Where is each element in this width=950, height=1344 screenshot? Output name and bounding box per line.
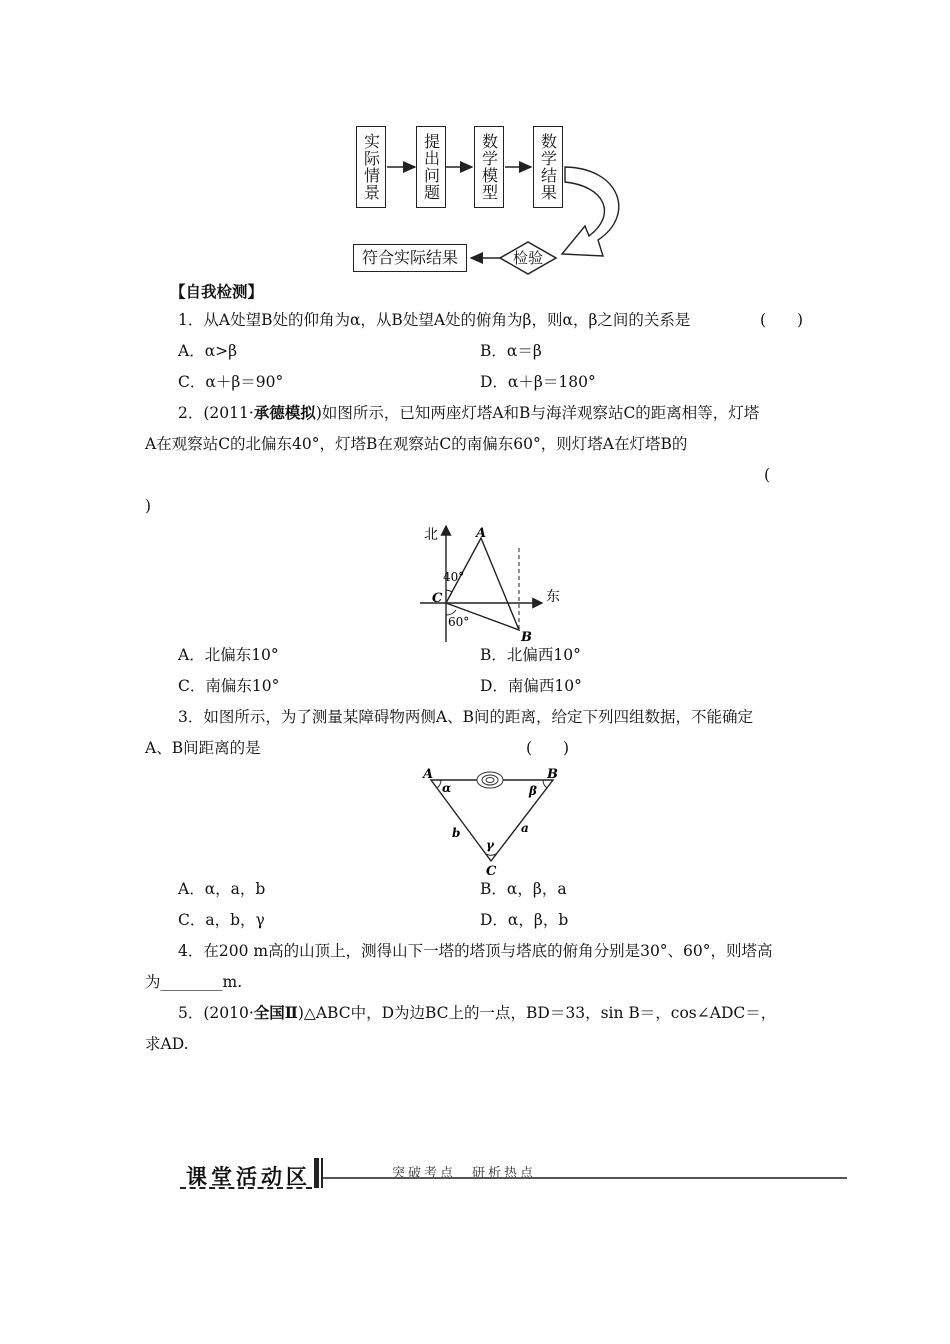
point-b-label: B xyxy=(521,630,532,645)
beta-label: β xyxy=(529,784,537,798)
banner-divider-thin xyxy=(321,1158,323,1188)
q2-figure xyxy=(410,518,580,646)
q5-stem-line1 xyxy=(178,1003,776,1023)
obstacle-icon xyxy=(477,772,503,788)
q5-number: 5． xyxy=(178,1004,204,1022)
point-a-label: A xyxy=(423,767,434,782)
angle-60-label: 60° xyxy=(448,615,470,629)
angle-40-label: 40° xyxy=(443,570,465,584)
q1-option-d: D．α＋β＝180° xyxy=(480,373,596,391)
q1-text: 从A处望B处的仰角为α，从B处望A处的俯角为β，则α，β之间的关系是 xyxy=(203,311,691,329)
q1-answer-paren: ( ) xyxy=(760,311,804,329)
q3-stem-line1 xyxy=(178,707,753,727)
q1-option-b: B．α＝β xyxy=(480,342,542,360)
q3-text1: 如图所示，为了测量某障碍物两侧A、B间的距离，给定下列四组数据，不能确定 xyxy=(203,708,753,726)
q2-paren-open: ( xyxy=(764,466,771,484)
q1-number: 1． xyxy=(178,311,204,329)
q3-option-d: D．α，β，b xyxy=(480,911,569,929)
q3-number: 3． xyxy=(178,708,204,726)
point-c-label: C xyxy=(486,864,497,878)
banner-title: 课堂活动区 xyxy=(186,1165,311,1189)
flow-box-result: 数学结果 xyxy=(533,126,563,208)
q2-paren-close: ) xyxy=(145,497,152,515)
q2-stem-line1 xyxy=(178,403,759,423)
alpha-label: α xyxy=(442,781,452,795)
banner-subtitle: 突破考点 研析热点 xyxy=(392,1166,537,1181)
north-label: 北 xyxy=(424,527,438,543)
q2-option-d: D．南偏西10° xyxy=(480,677,582,695)
flow-box-model: 数学模型 xyxy=(474,126,504,208)
q4-number: 4． xyxy=(178,942,204,960)
gamma-label: γ xyxy=(486,838,494,852)
q5-source: 全国Ⅱ xyxy=(253,1003,298,1022)
flow-check-label: 检验 xyxy=(512,249,543,267)
section-title: 【自我检测】 xyxy=(170,282,264,301)
side-b-label: b xyxy=(452,826,461,840)
curved-arrow-icon xyxy=(562,167,619,256)
q3-figure xyxy=(415,764,565,878)
flow-box-question: 提出问题 xyxy=(416,126,446,208)
east-label: 东 xyxy=(546,589,560,605)
angle-arc-alpha xyxy=(437,780,441,788)
banner-divider xyxy=(314,1158,319,1188)
banner-dashes xyxy=(180,1187,312,1189)
q2-source: 承德模拟 xyxy=(253,403,316,422)
q2-stem-line2: A在观察站C的北偏东40°，灯塔B在观察站C的南偏东60°，则灯塔A在灯塔B的 xyxy=(145,435,688,453)
q5-stem-line2: 求AD. xyxy=(145,1035,189,1053)
banner-rule xyxy=(323,1177,847,1179)
q2-text1: )如图所示，已知两座灯塔A和B与海洋观察站C的距离相等，灯塔 xyxy=(315,404,760,422)
q5-text1: )△ABC中，D为边BC上的一点，BD＝33，sin B＝，cos∠ADC＝， xyxy=(297,1004,777,1022)
q1-stem xyxy=(178,310,690,330)
q3-stem-line2: A、B间距离的是 xyxy=(145,739,261,757)
q2-source-open: (2011· xyxy=(203,404,254,422)
point-c-label: C xyxy=(432,591,443,606)
point-b-label: B xyxy=(547,767,558,782)
flow-box-final: 符合实际结果 xyxy=(353,244,467,272)
q2-option-a: A．北偏东10° xyxy=(178,646,279,664)
q1-option-c: C．α＋β＝90° xyxy=(178,373,284,391)
q2-option-c: C．南偏东10° xyxy=(178,677,280,695)
q3-answer-paren: ( ) xyxy=(526,739,570,757)
q3-option-a: A．α，a，b xyxy=(178,880,266,898)
q4-stem-line2: 为________m. xyxy=(145,973,243,991)
q2-option-b: B．北偏西10° xyxy=(480,646,581,664)
q4-stem-line1 xyxy=(178,941,773,961)
q5-source-open: (2010· xyxy=(203,1004,254,1022)
point-a-label: A xyxy=(476,526,487,541)
q2-number: 2． xyxy=(178,404,204,422)
angle-arc-40 xyxy=(446,590,452,592)
side-a-label: a xyxy=(521,821,529,835)
q3-option-c: C．a，b，γ xyxy=(178,911,265,929)
q3-option-b: B．α，β，a xyxy=(480,880,567,898)
flow-box-situation: 实际情景 xyxy=(356,126,386,208)
q4-text1: 在200 m高的山顶上，测得山下一塔的塔顶与塔底的俯角分别是30°、60°，则塔高 xyxy=(203,942,773,960)
q1-option-a: A．α>β xyxy=(178,342,238,360)
